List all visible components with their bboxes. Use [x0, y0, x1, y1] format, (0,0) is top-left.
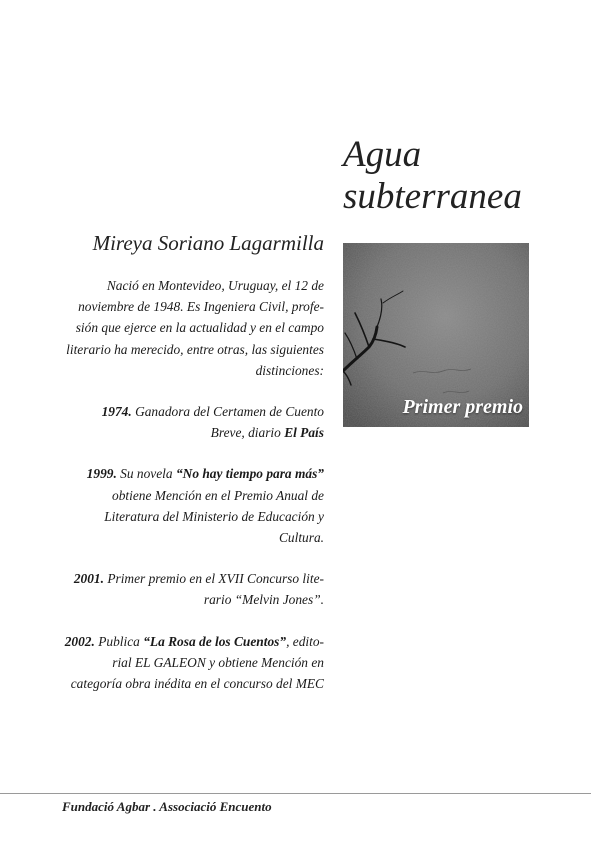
award-label: Primer premio: [402, 396, 523, 418]
bio-intro-line: Nació en Montevideo, Uruguay, el 12 de: [106, 278, 324, 293]
bio-intro-line: distinciones:: [255, 362, 324, 378]
entry-2001-line-1: 2001. Primer premio en el XVII Concurso lite-: [73, 571, 324, 587]
entry-2001-year: 2001.: [73, 571, 104, 587]
footer-divider: [0, 793, 591, 794]
story-title: [343, 134, 583, 218]
entry-2002-line-1: 2002. Publica “La Rosa de los Cuentos”, edito-: [64, 633, 324, 649]
bio-intro-line: sión que ejerce en la actualidad y en el campo: [75, 320, 324, 336]
bio-intro-line: literario ha merecido, entre otras, las siguientes: [66, 341, 324, 357]
entry-1999-year: 1999.: [86, 466, 117, 482]
entry-1999-line-4: Cultura.: [278, 530, 324, 546]
entry-2002-year: 2002.: [64, 633, 95, 649]
newspaper-name: El País: [284, 425, 324, 441]
footer-credits: Fundació Agbar . Associació Encuento: [62, 799, 272, 814]
author-biography: [55, 275, 324, 694]
entry-2002-line-3: categoría obra inédita en el concurso del MEC: [70, 676, 324, 692]
entry-1974-line-1: 1974. Ganadora del Certamen de Cuento: [101, 404, 324, 420]
novel-title: “No hay tiempo para más”: [175, 466, 324, 482]
entry-1999-line-3: Literatura del Ministerio de Educación y: [104, 508, 324, 524]
entry-1974-year: 1974.: [101, 404, 132, 420]
story-title-line-2: subterranea: [343, 176, 522, 217]
entry-2002-line-2: rial EL GALEON y obtiene Mención en: [112, 654, 324, 670]
author-name: Mireya Soriano Lagarmilla: [92, 231, 324, 255]
cover-photo: [343, 243, 529, 427]
entry-2001-line-2: rario “Melvin Jones”.: [203, 592, 324, 608]
entry-1999-line-1: 1999. Su novela “No hay tiempo para más”: [86, 466, 324, 482]
entry-1999-line-2: obtiene Mención en el Premio Anual de: [112, 487, 324, 503]
book-title: “La Rosa de los Cuentos”: [143, 633, 287, 649]
story-title-line-1: Agua: [343, 134, 422, 175]
bio-intro-line: noviembre de 1948. Es Ingeniera Civil, profe-: [78, 299, 324, 315]
entry-1974-line-2: Breve, diario El País: [210, 425, 324, 441]
